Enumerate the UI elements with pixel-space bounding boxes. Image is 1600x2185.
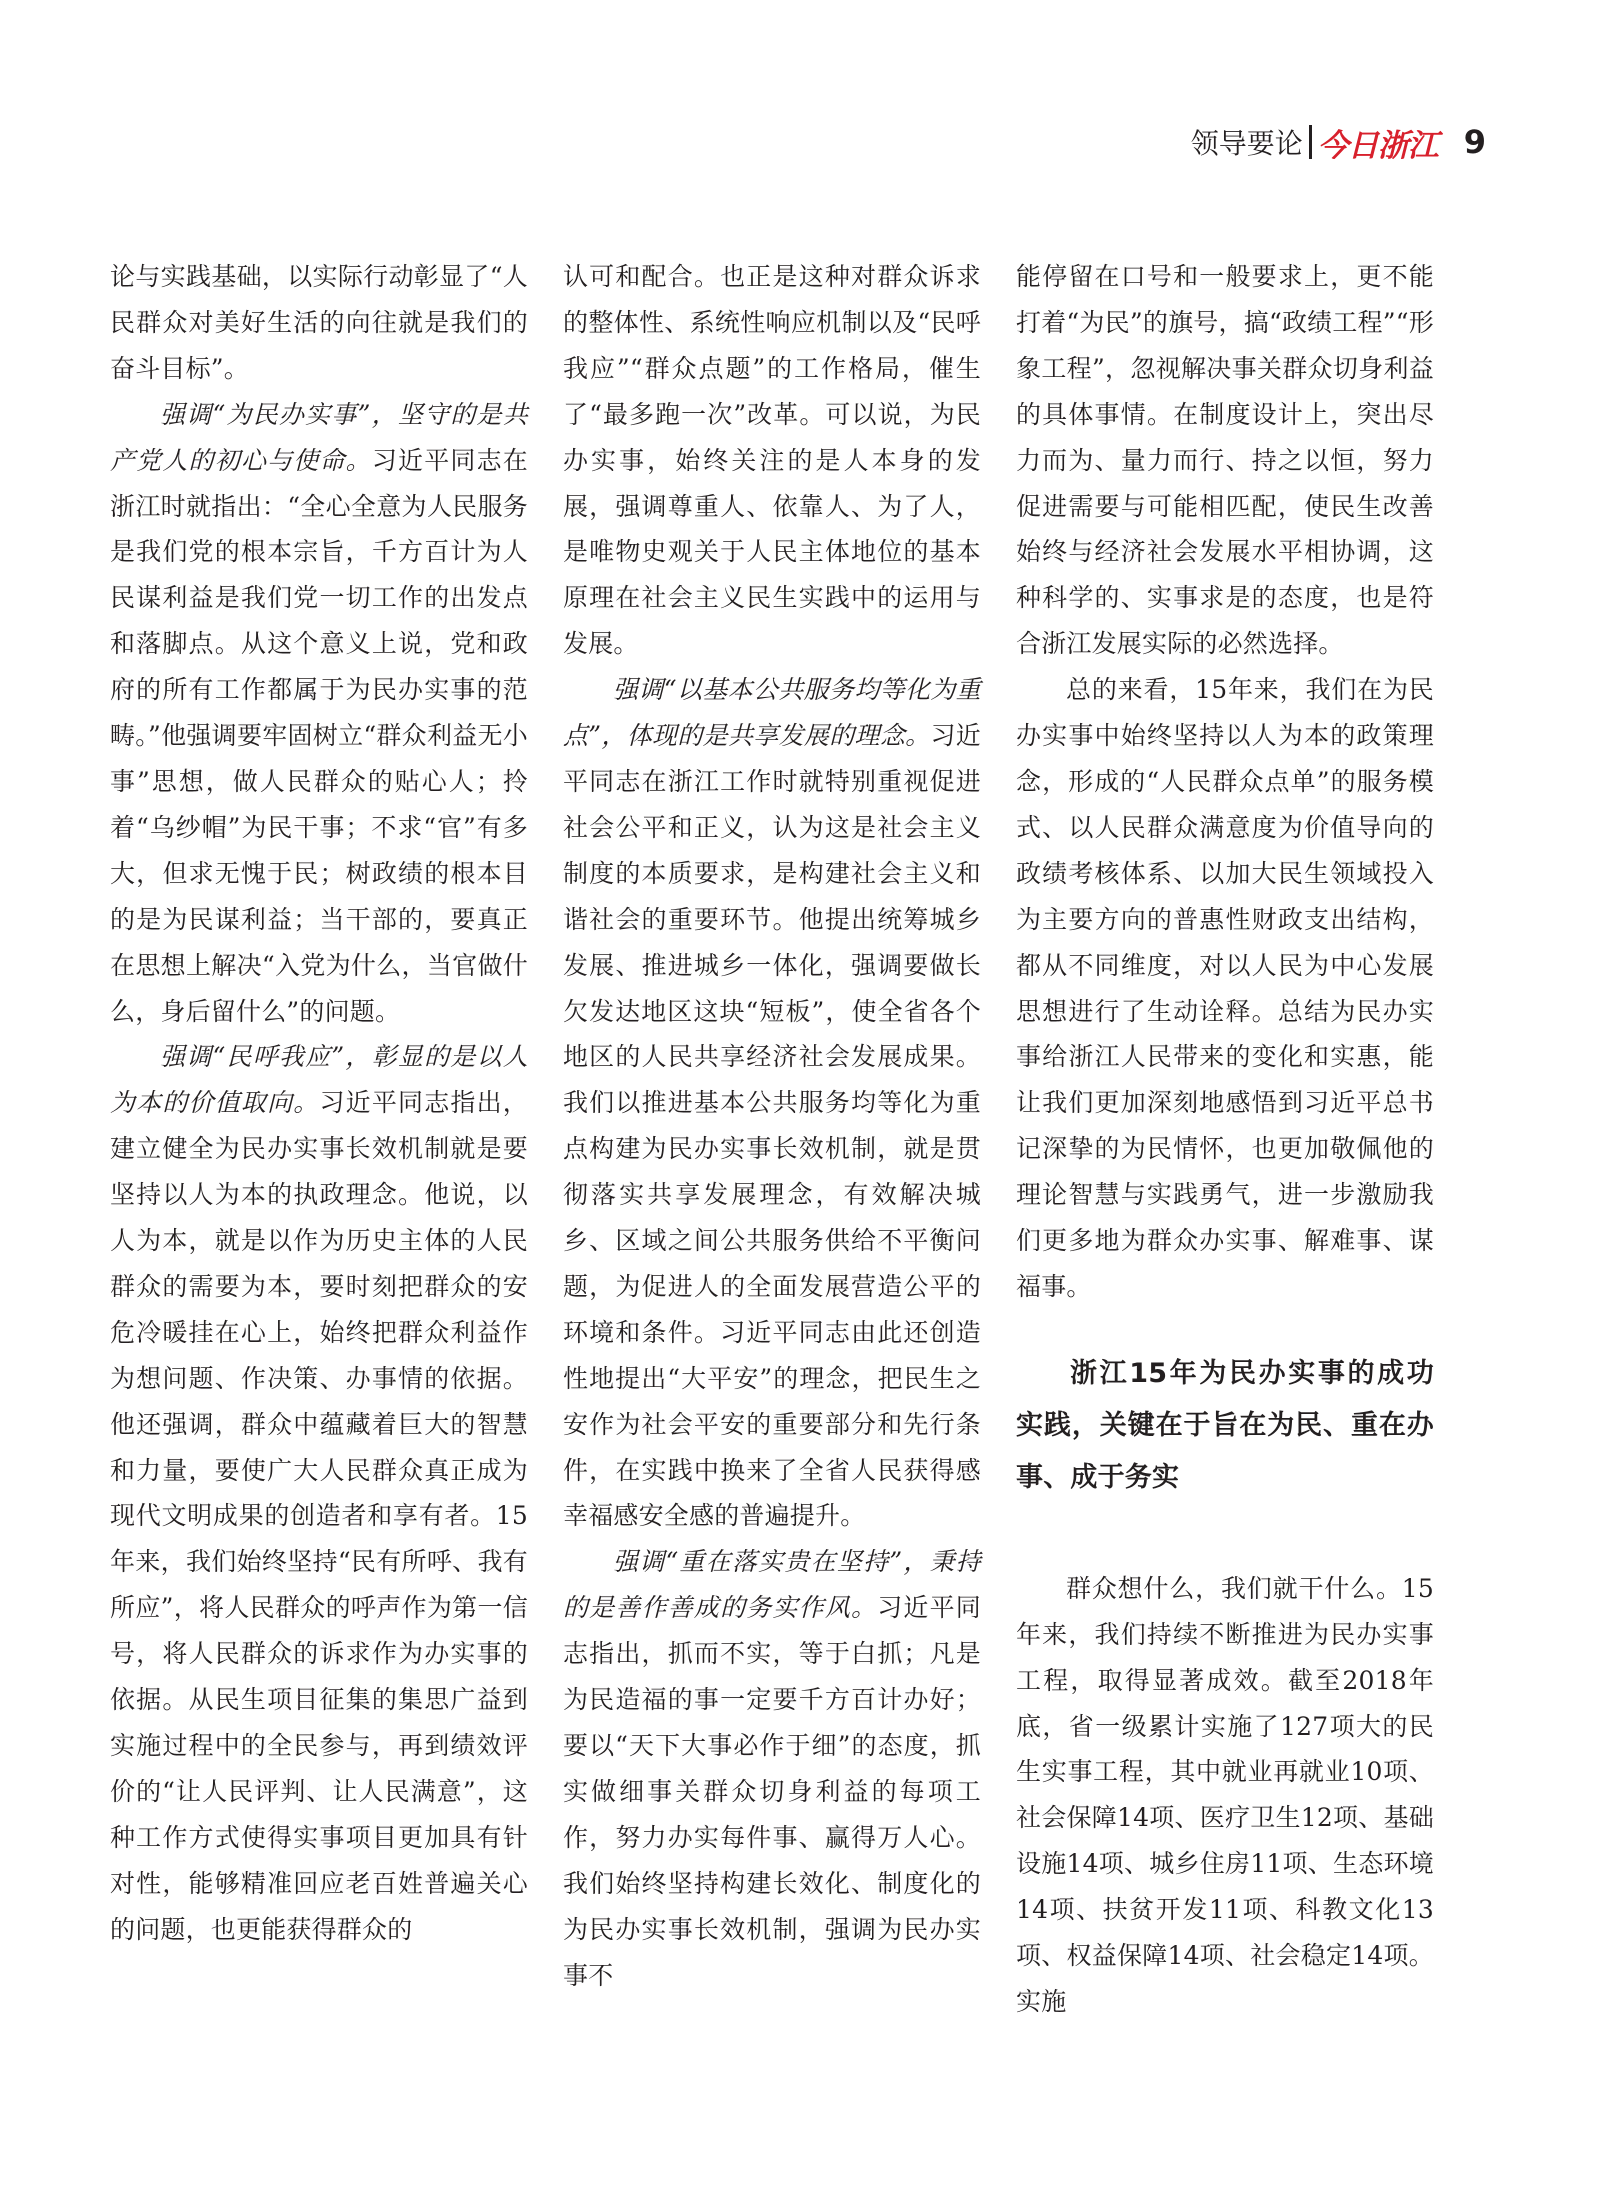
paragraph [563, 667, 981, 1539]
brand-logo: 今日浙江 [1317, 127, 1438, 164]
paragraph [563, 1539, 981, 1998]
paragraph-body: 习近平同志在浙江工作时就特别重视促进社会公平和正义，认为这是社会主义制度的本质要求，是构建社会主义和谐社会的重要环节。他提出统筹城乡发展、推进城乡一体化，强调要做长欠发达地区这块“短板”，使全省各个地区的人民共享经济社会发展成果。我们以推进基本公共服务均等化为重点构建为民办实事长效机制，就是贯彻落实共享发展理念，有效解决城乡、区域之间公共服务供给不平衡问题，为促进人的全面发展营造公平的环境和条件。习近平同志由此还创造性地提出“大平安”的理念，把民生之安作为社会平安的重要部分和先行条件，在实践中换来了全省人民获得感幸福感安全感的普遍提升。 [563, 721, 981, 1531]
paragraph-lead: 强调“民呼我应”，彰显的是以人为本的价值取向。 [110, 1042, 528, 1118]
page-header [1191, 118, 1486, 166]
text-column-2 [563, 254, 981, 1998]
paragraph-body: 习近平同志在浙江时就指出：“全心全意为人民服务是我们党的根本宗旨，千方百计为人民谋利益是我们党一切工作的出发点和落脚点。从这个意义上说，党和政府的所有工作都属于为民办实事的范畴。”他强调要牢固树立“群众利益无小事”思想，做人民群众的贴心人；拎着“乌纱帽”为民干事；不求“官”有多大，但求无愧于民；树政绩的根本目的是为民谋利益；当干部的，要真正在思想上解决“入党为什么，当官做什么，身后留什么”的问题。 [110, 445, 528, 1026]
section-name: 领导要论 [1190, 127, 1303, 160]
paragraph: 能停留在口号和一般要求上，更不能打着“为民”的旗号，搞“政绩工程”“形象工程”，忽视解决事关群众切身利益的具体事情。在制度设计上，突出尽力而为、量力而行、持之以恒，努力促进需要与可能相匹配，使民生改善始终与经济社会发展水平相协调，这种科学的、实事求是的态度，也是符合浙江发展实际的必然选择。 [1016, 262, 1434, 659]
page-number: 9 [1463, 123, 1486, 161]
section-subheading: 浙江15年为民办实事的成功实践，关键在于旨在为民、重在办事、成于务实 [1016, 1357, 1434, 1493]
paragraph: 论与实践基础，以实际行动彰显了“人民群众对美好生活的向往就是我们的奋斗目标”。 [110, 262, 528, 383]
paragraph-body: 习近平同志指出，建立健全为民办实事长效机制就是要坚持以人为本的执政理念。他说，以人为本，就是以作为历史主体的人民群众的需要为本，要时刻把群众的安危冷暖挂在心上，始终把群众利益作为想问题、作决策、办事情的依据。他还强调，群众中蕴藏着巨大的智慧和力量，要使广大人民群众真正成为现代文明成果的创造者和享有者。15年来，我们始终坚持“民有所呼、我有所应”，将人民群众的呼声作为第一信号，将人民群众的诉求作为办实事的依据。从民生项目征集的集思广益到实施过程中的全民参与，再到绩效评价的“让人民评判、让人民满意”，这种工作方式使得实事项目更加具有针对性，能够精准回应老百姓普遍关心的问题，也更能获得群众的 [110, 1088, 528, 1944]
paragraph: 认可和配合。也正是这种对群众诉求的整体性、系统性响应机制以及“民呼我应”“群众点题”的工作格局，催生了“最多跑一次”改革。可以说，为民办实事，始终关注的是人本身的发展，强调尊重人、依靠人、为了人，是唯物史观关于人民主体地位的基本原理在社会主义民生实践中的运用与发展。 [563, 262, 981, 659]
paragraph-body: 习近平同志指出，抓而不实，等于白抓；凡是为民造福的事一定要千方百计办好；要以“天下大事必作于细”的态度，抓实做细事关群众切身利益的每项工作，努力办实每件事、赢得万人心。我们始终坚持构建长效化、制度化的为民办实事长效机制，强调为民办实事不 [563, 1593, 981, 1990]
paragraph-lead: 强调“为民办实事”，坚守的是共产党人的初心与使命。 [110, 399, 528, 475]
paragraph: 群众想什么，我们就干什么。15年来，我们持续不断推进为民办实事工程，取得显著成效。截至2018年底，省一级累计实施了127项大的民生实事工程，其中就业再就业10项、社会保障14项、医疗卫生12项、基础设施14项、城乡住房11项、生态环境14项、扶贫开发11项、科教文化13项、权益保障14项、社会稳定14项。实施 [1016, 1573, 1434, 2016]
paragraph-lead: 强调“以基本公共服务均等化为重点”，体现的是共享发展的理念。 [563, 675, 981, 751]
paragraph: 总的来看，15年来，我们在为民办实事中始终坚持以人为本的政策理念，形成的“人民群众点单”的服务模式、以人民群众满意度为价值导向的政绩考核体系、以加大民生领域投入为主要方向的普惠性财政支出结构，都从不同维度，对以人民为中心发展思想进行了生动诠释。总结为民办实事给浙江人民带来的变化和实惠，能让我们更加深刻地感悟到习近平总书记深挚的为民情怀，也更加敬佩他的理论智慧与实践勇气，进一步激励我们更多地为群众办实事、解难事、谋福事。 [1016, 675, 1434, 1301]
text-column-3 [1016, 254, 1434, 2025]
header-divider [1309, 125, 1312, 159]
paragraph [110, 1034, 528, 1952]
paragraph [110, 392, 528, 1035]
text-column-1 [110, 254, 528, 1953]
paragraph-lead: 强调“重在落实贵在坚持”，秉持的是善作善成的务实作风。 [563, 1547, 981, 1623]
